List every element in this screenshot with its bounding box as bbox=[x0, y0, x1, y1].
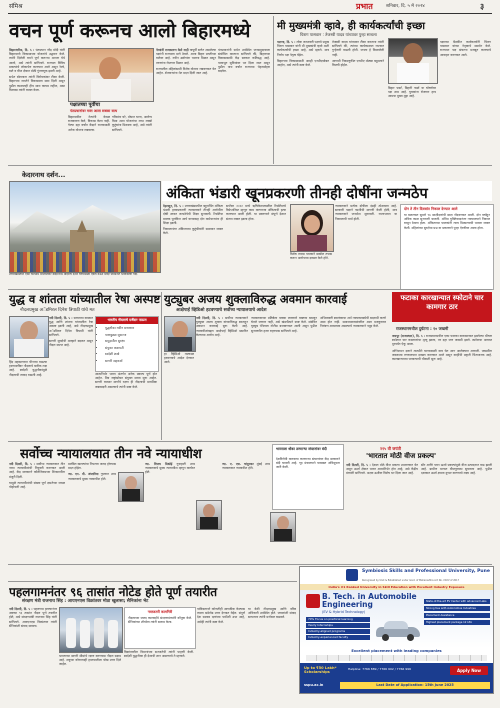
article8-headline: 'भारतात मोठी वीज प्रकल्प' bbox=[366, 452, 437, 460]
article9-dateline: नवी दिल्ली, दि. ५ : bbox=[9, 607, 33, 611]
article9-body-col5: या वेळी नौदलप्रमुख आणि वरिष्ठ अधिकारी उपस्थित होते. जवानांशी संवाद साधताना त्यांनी मनोबल वाढवले. bbox=[248, 607, 296, 620]
article1-body-col5: पंतप्रधानांनी सभेत उपस्थित जनसमुदायाला संबोधित करताना सांगितले की, बिहारच्या विकासासाठी केंद्र सरकार कटिबद्ध आहे. पायाभूत सुविधांवर भर दिला जात असून पुढील पाच वर्षांत राज्याचा चेहरामोहरा बदलेल. bbox=[218, 48, 270, 74]
ad-subtitle: Recognised by UGC & Established under Govt. of Maharashtra Act No. XXXV of 2017 bbox=[362, 579, 460, 582]
navy-chief-photo bbox=[9, 316, 49, 358]
judge1-photo bbox=[118, 472, 144, 502]
article4-list bbox=[102, 325, 134, 364]
ankita-photo bbox=[290, 204, 334, 252]
article4-list-title: भारतीय नौदलाचे दर्जेदार पाऊल bbox=[96, 317, 158, 324]
article3-body-col1: देहरादून, दि. ५ : उत्तराखंडमधील बहुचर्चित अंकिता भंडारी हत्याप्रकरणी न्यायालयाने तीनही आरोपींना दोषी ठरवत जन्मठेपेची शिक्षा सुनावली. रिसॉर्टचा मालक पुलकित आर्य याच्यासह दोन कर्मचाऱ्यांना ही शिक्षा झाली. निकालानंतर अंकिताच्या कुटुंबीयांनी समाधान व्यक्त केले. bbox=[163, 204, 223, 236]
article3-body-col3: विशेष तपास पथकाने सखोल तपास करून आरोपपत्र दाखल केले होते. bbox=[290, 252, 332, 261]
article7-body-col2: प्रलंबित खटल्यांचा निपटारा जलद होण्यास मदत होईल. न्या. एन. वी. अंजारिया गुजरात उच्च न्यायालयाचे मुख्य न्यायाधीश होते. bbox=[68, 462, 116, 481]
article9-subhead: संरक्षण मंत्री राजनाथ सिंह : आयएनएस विक्रांतवर मोठा खुलासा; सैनिकांना भेट bbox=[22, 599, 149, 604]
list-item: • सागरी सहकार्य bbox=[105, 358, 134, 365]
article5-body-col2: हा व्हिडिओ तात्काळ हटवण्याचे आदेश देण्यात आले. bbox=[164, 352, 194, 365]
article1-photo-caption: पक्षातच्या पूर्वीचा bbox=[70, 102, 100, 108]
article1-headline: वचन पूर्ण करूनच आलो बिहारमध्ये bbox=[9, 20, 251, 42]
article8-body-col2: सौर आणि पवन ऊर्जा प्रकल्पांमुळे वीज उत्पादनात वाढ झाली आहे. ग्रामीण भागात वीजपुरवठा सुधारला आहे. पुढील दशकात ऊर्जा क्षमता दुप्पट करण्याचे लक्ष्य आहे. bbox=[421, 463, 492, 476]
ad-feature: Industry-experienced faculty bbox=[306, 635, 370, 640]
article5-dateline: नवी दिल्ली, दि. ५ : bbox=[196, 316, 224, 320]
article6-headline-box bbox=[392, 292, 492, 322]
rajnath-photo bbox=[59, 607, 123, 653]
ad-course: B. Tech. in Automobile Engineering bbox=[322, 592, 417, 609]
newspaper-logo: प्रभात bbox=[356, 2, 373, 11]
article8-dateline: नवी दिल्ली, दि. ५ : bbox=[346, 463, 371, 467]
page-number: ३ bbox=[480, 2, 485, 11]
article1-body-col4: नेत्यांनी राजकारण केले नाही यापूर्वी सत्तेत असलेल्या पक्षांनी राज्याला मागे ठेवले. आता बिहार प्रगतीच्या वाटेवर आहे. नवीन उद्योगांना चालना मिळत असून तरुणांना रोजगार मिळत आहे. राज्यातील महिलांसाठी विशेष योजना राबवण्यात येत आहेत. शेतकऱ्यांना थेट मदत दिली जात आहे. bbox=[156, 48, 216, 76]
advertisement bbox=[299, 566, 494, 694]
article2-subhead: चिराग पासवान : तेजस्वी यादव यांच्यावर पुन्हा साधला bbox=[300, 32, 377, 37]
judge3-photo bbox=[270, 512, 296, 542]
masthead bbox=[0, 0, 500, 13]
ad-course-sub: (EV & Hybrid Technology) bbox=[322, 610, 366, 614]
article3-box-title: दोन ते तीन दिवसांत निकाल देण्यात आले bbox=[404, 207, 458, 211]
article5-body-col4: अभिव्यक्ती स्वातंत्र्याचा अर्थ न्यायव्यवस्थेची बदनामी करणे असा होत नाही. समाजमाध्यमांवरील अशा मजकुरावर नियंत्रण आवश्यक असल्याचे न्यायालयाने नमूद केले. bbox=[320, 316, 386, 329]
ad-placement: Excellent placement with leading companies bbox=[351, 649, 442, 653]
article2-headline: मी मुख्यमंत्री व्हावे, ही कार्यकर्त्यांची इच्छा bbox=[277, 21, 425, 32]
judge2-photo bbox=[196, 500, 222, 530]
ad-tagline: India's #1 Ranked University in Skill Education with Excellent Industry Exposure bbox=[300, 584, 493, 590]
article7-dateline: नवी दिल्ली, दि. ५ : bbox=[9, 462, 35, 466]
article8-body-col1: नवी दिल्ली, दि. ५ : देशात मोठे वीज प्रकल्प उभारण्यात येत असून ऊर्जा क्षेत्रात भारत आत्मनिर्भर होत आहे, असे केंद्रीय मंत्र्यांनी सांगितले. अक्षय ऊर्जेवर विशेष भर दिला जात आहे. bbox=[346, 463, 418, 476]
article2-body-col1: पाटणा, दि. ५ : लोक जनशक्ती पक्षाचे प्रमुख चिराग पासवान यांनी मी मुख्यमंत्री व्हावे अशी कार्यकर्त्यांची इच्छा आहे, असे म्हटले. मात्र निर्णय पक्ष नेतृत्व घेईल. बिहारच्या विकासासाठी आम्ही एनडीएसोबत आहोत, असे त्यांनी स्पष्ट केले. bbox=[277, 40, 329, 68]
article2-body-col4: बिहार फर्स्ट, बिहारी फर्स्ट या घोषणेवर पक्ष ठाम आहे. युवकांना रोजगार हाच आमचा मुख्य मुद्दा आहे. bbox=[388, 86, 436, 99]
article9-body-col3: विक्रांतवरील विमानांच्या सज्जतेची त्यांनी पाहणी केली. स्वदेशी युद्धनौका ही देशाची शान असल्याचे ते म्हणाले. bbox=[124, 650, 194, 659]
article4-body-col1: नवी दिल्ली, दि. ५ : सध्याच्या काळात युद्ध आणि शांतता यांच्यातील रेषा अस्पष्ट झाली आहे, असे नौदलप्रमुख अॅडमिरल दिनेश त्रिपाठी यांनी सांगितले. सागरी सुरक्षेची आव्हाने बदलत असून नौदल सज्ज आहे. bbox=[49, 316, 93, 348]
ad-web[interactable]: sspu.ac.in bbox=[304, 683, 324, 687]
article7-body-col4: न्या. ए. एस. चांदुरकर मुंबई उच्च न्यायालयात न्यायाधीश होते. bbox=[222, 462, 270, 471]
article2-body-col2: तेजस्वी यादव यांच्यावर टीका करताना त्यांनी सांगितले की, त्यांच्या कार्यकाळात राज्यात गुन्हेगारी वाढली होती. जनता हे विसरलेली नाही. आगामी निवडणुकीत एनडीए मोठ्या बहुमताने विजयी होईल. bbox=[332, 40, 384, 68]
article7-name-1: न्या. एन. वी. अंजारिया bbox=[68, 472, 99, 477]
article3-box: दोन ते तीन दिवसांत निकाल देण्यात आले या खटल्यात सुमारे ९७ साक्षीदारांची साक्ष नोंदवण्यात आली. दोन वर्षांहून अधिक काळ सुनावणी चालली. अंतिम युक्तिवादानंतर न्यायालयाने निकाल राखून ठेवला होता. अंकिताच्या पालकांनी न्याय मिळाल्याची भावना व्यक्त केली. महिलांच्या सुरक्षेचा प्रश्न या प्रकरणाने पुन्हा ऐरणीवर आला होता. bbox=[400, 204, 494, 290]
ad-feature: 70% Focus on practical learning bbox=[306, 617, 370, 622]
kedarnath-photo bbox=[9, 181, 161, 273]
ad-logo-icon bbox=[346, 569, 358, 581]
ad-feature: State-of-the-art EV Center with advanced Labs bbox=[424, 599, 490, 604]
article5-subhead: आक्षेपार्ह व्हिडिओ हटवण्याचे सर्वोच्च न्यायालयाचे आदेश bbox=[176, 308, 267, 313]
list-item: • संयुक्त कवायती bbox=[105, 345, 134, 352]
article6-subhead: राजस्थानमधील दुर्घटना : १० जखमी bbox=[396, 326, 449, 331]
article3-photo-caption: उत्तराखंडातील एका चारधाम शिलाजीवर केदारनाथ मंदिराचे दर्शन घेण्यासाठी एकत्र येऊन मंदिर परिसरात भाविकांची गर्दी. bbox=[9, 273, 139, 276]
article4-body-col2: हिंद महासागरात चीनच्या वाढत्या हालचालींवर नौदलाचे बारीक लक्ष आहे. स्वदेशी युद्धनौकांमुळे नौदलाची ताकद वाढली आहे. bbox=[9, 360, 47, 377]
article5-body-col1: नवी दिल्ली, दि. ५ : सर्वोच्च न्यायालयाने युट्युबर अजय शुक्ला यांच्याविरुद्ध स्वतःहून अवमान कारवाई सुरू केली आहे. न्यायाधीशांबद्दल आक्षेपार्ह व्हिडिओ प्रसारित केल्याचा आरोप आहे. bbox=[196, 316, 248, 337]
article8-kicker: २१५ वी जयंती bbox=[380, 446, 401, 451]
article9-box-title: नवाजतरी कामगिरी bbox=[147, 610, 173, 614]
article1-body-col1: बिहारशरीफ, दि. ५ : पंतप्रधान नरेंद्र मोदी यांनी बिहारमध्ये विकासाच्या योजनांचे उद्घाटन केले. त्यांनी दिलेली वचने पूर्ण करूनच आपण येथे आलो, असे त्यांनी सांगितले. राज्यात विविध प्रकल्पांचे लोकार्पण करण्यात आले असून रेल्वे, रस्ते व वीज क्षेत्रात मोठी गुंतवणूक झाली आहे. सभेत बोलताना त्यांनी विरोधकांवर टीका केली. बिहारच्या जनतेने विकासाला साथ दिली असून पुढील काळातही हीच साथ कायम राहील, असा विश्वास त्यांनी व्यक्त केला. bbox=[9, 48, 65, 92]
article1-body-col2: बिहारमधील नेत्यांनी केवळ राजकारण केले, विकास केला नाही. गेल्या दहा वर्षांत केंद्राने राज्यासाठी अनेक योजना राबवल्या. bbox=[68, 115, 110, 132]
article1-subhead: पंतप्रधानांवर मस्त आला सबका साथ bbox=[70, 109, 118, 113]
article1-body-col3: गरिबांना घरे, मोफत धान्य, आरोग्य विमा अशा योजनांचा लाभ लाखो कुटुंबांना मिळाला आहे, असे त्यांनी सांगितले. bbox=[112, 115, 152, 132]
article7-name-2: न्या. विजय बिश्नोई bbox=[145, 462, 173, 466]
article4-headline: युद्ध व शांतता यांच्यातील रेषा अस्पष्ट bbox=[9, 292, 161, 306]
article6-body: जयपूर (राजस्थान), दि. ५ : राजस्थानमधील एका फटाका कारखान्यात झालेल्या भीषण स्फोटात चार कामगारांचा मृत्यू झाला, तर दहा जण जखमी झाले. स्फोटाचा आवाज दूरपर्यंत ऐकू आला. अग्निशमन दलाने तातडीने घटनास्थळी धाव घेत आग आटोक्यात आणली. जखमींना जवळच्या रुग्णालयात दाखल करण्यात आले असून काहींची प्रकृती चिंताजनक आहे. कारखान्याच्या परवान्याची चौकशी सुरू आहे. bbox=[392, 334, 492, 362]
article1-dateline: बिहारशरीफ, दि. ५ : bbox=[9, 48, 35, 52]
article5-body-col3: न्यायालयाच्या प्रतिष्ठेला धक्का लावणारे वक्तव्य खपवून घेतले जाणार नाही, असे खंडपीठाने स्पष्ट केले. संबंधित यूट्युब चॅनेलला नोटीस बजावण्यात आली असून पुढील सुनावणीत हजर राहण्यास सांगितले आहे. bbox=[251, 316, 317, 333]
article7-box: भारताला धोका ठरणाऱ्या संघटनांवर बंदी देशविरोधी कारवाया करणाऱ्या संघटनांवर केंद्र सरकारने बंदी घातली आहे. गृह मंत्रालयाने याबाबत अधिसूचना जारी केली. bbox=[272, 444, 344, 510]
article9-box: नवाजतरी कामगिरी नौदलाच्या जलद कारवाईचे संरक्षणमंत्र्यांनी कौतुक केले. सैनिकांच्या शौर्याला त्यांनी सलाम केला. bbox=[124, 607, 196, 649]
list-item: • पाणबुड्या सुसज्ज bbox=[105, 332, 134, 339]
list-item: • युद्धनौका नवीन बनवणार bbox=[105, 325, 134, 332]
ad-apply-button[interactable]: Apply Now bbox=[450, 666, 488, 675]
masthead-divider bbox=[8, 13, 492, 14]
ad-title: Symbiosis Skills and Professional University, Pune bbox=[362, 569, 490, 574]
article4-list-box bbox=[95, 316, 159, 372]
article9-body-col2: भारताच्या सागरी सीमांचे रक्षण करण्यास नौदल सक्षम आहे. शत्रूच्या कोणत्याही हालचालीला चोख उत्तर दिले जाईल. bbox=[59, 654, 121, 667]
article4-dateline: नवी दिल्ली, दि. ५ : bbox=[49, 316, 73, 320]
article3-body-col2: सप्टेंबर २०२२ मध्ये ऋषिकेशजवळील रिसॉर्टमध्ये रिसेप्शनिस्ट म्हणून काम करणाऱ्या अंकिताची हत्या करण्यात आली होती. या प्रकरणाने संपूर्ण देशात संताप व्यक्त झाला होता. bbox=[226, 204, 286, 221]
ad-scholarship: Up to ₹50 Lakh* Scholarships bbox=[304, 666, 337, 675]
article2-dateline: पाटणा, दि. ५ : bbox=[277, 40, 296, 44]
ad-course-badge bbox=[306, 594, 320, 608]
article3-headline: अंकिता भंडारी खूनप्रकरणी तीनही दोषींना जन्मठेप bbox=[166, 186, 428, 202]
article1-subhead2: नेत्यांनी राजकारण केले नाही bbox=[156, 48, 189, 52]
ad-header bbox=[300, 567, 493, 585]
article3-body-col4: न्यायालयाने प्रत्येक दोषीला दंडही ठोठावला आहे. सरकारी पक्षाने फाशीची मागणी केली होती, मात्र न्यायालयाने जन्मठेप सुनावली. राज्यभरात या निकालाची चर्चा होती. bbox=[335, 204, 397, 221]
ad-deadline: Last Date of Application: 15th June 2025 bbox=[340, 682, 490, 689]
ad-car-image bbox=[376, 619, 420, 641]
ad-feature: Industry-aligned programs bbox=[306, 629, 370, 634]
article9-body-col1: नवी दिल्ली, दि. ५ : पहलगाम हल्ल्यानंतर अवघ्या ९६ तासांत नौदल पूर्ण तयारीत होते, असे संरक्षणमंत्री राजनाथ सिंह यांनी सांगितले. आयएनएस विक्रांतवर त्यांनी सैनिकांशी संवाद साधला. bbox=[9, 607, 57, 628]
ad-feature: Yearly Internships bbox=[306, 623, 370, 628]
issue-date: शनिवार, दि. ५ मे २०२४ bbox=[386, 4, 425, 9]
article3-dateline: देहरादून, दि. ५ : bbox=[163, 204, 184, 208]
list-item: • समुद्रातील सुरक्षा bbox=[105, 338, 134, 345]
article7-headline: सर्वोच्च न्यायालयात तीन नवे न्यायाधीश bbox=[20, 447, 202, 462]
article7-body-col1: नवी दिल्ली, दि. ५ : सर्वोच्च न्यायालयात तीन नव्या न्यायाधीशांची नियुक्ती करण्यात आली आहे. केंद्र सरकारने कॉलेजियमच्या शिफारशींना मंजुरी दिली. यामुळे न्यायाधीशांची संख्या पूर्ण क्षमतेच्या जवळ पोहोचली आहे. bbox=[9, 462, 65, 490]
ad-feature: Placement Assistance bbox=[424, 613, 490, 618]
article5-headline: युट्युबर अजय शुक्लाविरुद्ध अवमान कारवाई bbox=[164, 292, 347, 306]
ad-feature: Highest placement package 12 LPA bbox=[424, 620, 490, 625]
article2-body-col3: पक्षाच्या बैठकीत कार्यकर्त्यांनी चिराग पासवान यांच्या नेतृत्वाचे समर्थन केले. राज्यभर पक्ष संघटना मजबूत करण्याचे आवाहन करण्यात आले. bbox=[440, 40, 491, 57]
section-label: संमिश्र bbox=[9, 3, 23, 10]
article7-name-3: न्या. ए. एस. चांदुरकर bbox=[222, 462, 254, 466]
ad-feature-list bbox=[306, 617, 370, 641]
ad-feature-list-right bbox=[424, 599, 490, 627]
ad-company-logos bbox=[306, 655, 487, 661]
article1-photo bbox=[68, 48, 154, 102]
article7-box-title: भारताला धोका ठरणाऱ्या संघटनांवर बंदी bbox=[276, 447, 327, 451]
ajay-shukla-photo bbox=[164, 316, 196, 352]
article7-body-col3: न्या. विजय बिश्नोई गुवाहाटी उच्च न्यायालयाचे मुख्य न्यायाधीश म्हणून कार्यरत होते. bbox=[145, 462, 195, 475]
article4-body-col3: आत्मनिर्भर भारत अंतर्गत अनेक प्रकल्प पूर्ण होत आहेत. मित्र राष्ट्रांसोबत संयुक्त सराव सुरू आहेत. सागरी व्यापार मार्गांचे रक्षण ही नौदलाची प्राथमिक जबाबदारी असल्याचे त्यांनी स्पष्ट केले. bbox=[95, 372, 157, 389]
article9-headline: पहलगामनंतर ९६ तासांत नोटेड होते पूर्ण तयारीत bbox=[9, 585, 218, 599]
list-item: • स्वदेशी शस्त्रे bbox=[105, 351, 134, 358]
article9-body-col4: पाकिस्तानने कोणतीही आगळीक केल्यास त्याला सडेतोड उत्तर देण्यात येईल. संपूर्ण देश सशस्त्र दलांच्या पाठीशी उभा आहे, असेही त्यांनी स्पष्ट केले. bbox=[197, 607, 245, 624]
article6-dateline: जयपूर (राजस्थान), दि. ५ : bbox=[392, 334, 425, 338]
article6-headline: फटाका कारखान्यात स्फोटाने चार कामगार ठार bbox=[400, 294, 484, 311]
ad-helpline: Helpline: 7766 889 / 7766 902 / 7766 996 bbox=[348, 667, 411, 671]
article2-photo bbox=[388, 38, 438, 84]
article4-subhead: नौदलप्रमुख अॅडमिरल दिनेश त्रिपाठी यांचे मत bbox=[20, 308, 95, 313]
side-photo-caption: केदारनाथ दर्शन... bbox=[22, 171, 66, 179]
ad-feature: Strong ties with Automotive Industries bbox=[424, 606, 490, 611]
